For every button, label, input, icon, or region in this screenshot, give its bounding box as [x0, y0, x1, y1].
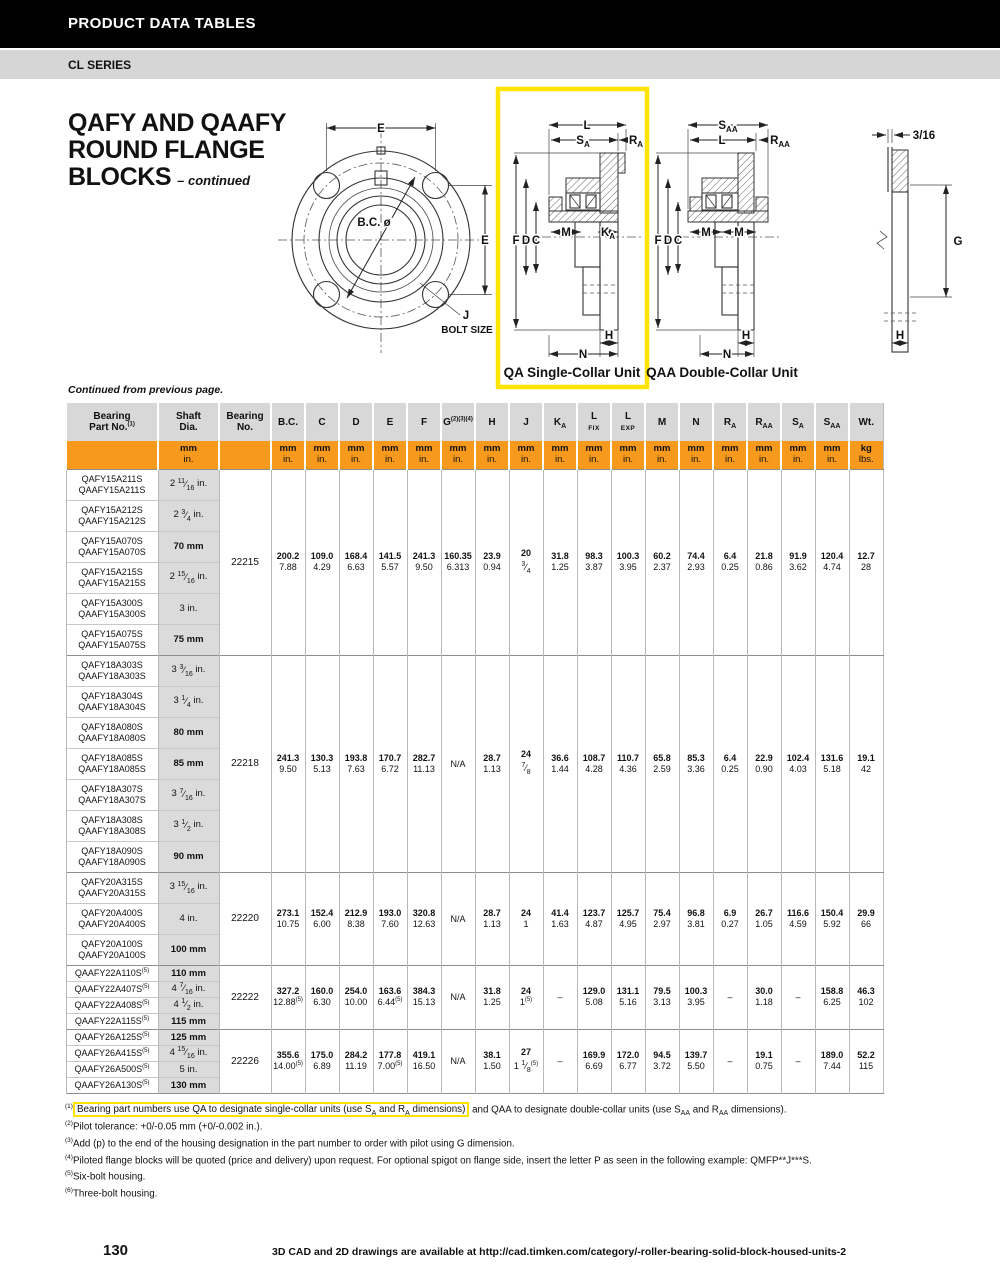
shaft-dia-cell: 2 $^{15}⁄_{16}$ in.	[158, 562, 219, 593]
dimension-cell: N/A	[441, 1029, 475, 1093]
dimension-cell: 60.2 2.37	[645, 469, 679, 655]
dimension-cell: 94.5 3.72	[645, 1029, 679, 1093]
series-label: CL SERIES	[68, 58, 132, 72]
units-cell: mm in.	[509, 441, 543, 469]
column-header: C	[305, 403, 339, 441]
dimension-cell: 355.6 14.00$^{(5)}$	[271, 1029, 305, 1093]
footnote-line: $^{(1)}$ Bearing part numbers use QA to designate single-collar units (use $S_A$ and $R_A$ dimensions) and QAA to designate double-collar units (use $S_{AA}$ and $R_{AA}$ dimensions).	[65, 1103, 787, 1118]
table-row	[66, 1029, 883, 1045]
dimension-cell: 30.0 1.18	[747, 965, 781, 1029]
dimension-cell: 141.5 5.57	[373, 469, 407, 655]
units-cell: mm in.	[339, 441, 373, 469]
column-header: B.C.	[271, 403, 305, 441]
units-row	[66, 441, 883, 469]
shaft-dia-cell: 70 mm	[158, 531, 219, 562]
footnote-highlight: Bearing part numbers use QA to designate single-collar units (use $S_A$ and $R_A$ dimensions)	[73, 1102, 469, 1117]
shaft-dia-cell: 130 mm	[158, 1077, 219, 1093]
part-no-cell: QAFY20A100S QAAFY20A100S	[66, 934, 158, 965]
units-cell	[66, 441, 158, 469]
dimension-cell: 150.4 5.92	[815, 872, 849, 965]
dimension-cell: 27 1 $^1⁄_8^{(5)}$	[509, 1029, 543, 1093]
shaft-dia-cell: 5 in.	[158, 1061, 219, 1077]
column-header: $S_A$	[781, 403, 815, 441]
dimension-cell: 24 $^7⁄_8$	[509, 655, 543, 872]
column-header: $S_{AA}$	[815, 403, 849, 441]
shaft-dia-cell: 4 $^1⁄_2$ in.	[158, 997, 219, 1013]
dimension-cell: 160.0 6.30	[305, 965, 339, 1029]
title-continued: – continued	[177, 173, 251, 188]
footnotes	[65, 1100, 950, 1201]
dimension-cell: 41.4 1.63	[543, 872, 577, 965]
part-no-cell: QAFY15A070S QAAFY15A070S	[66, 531, 158, 562]
dimension-cell: 100.3 3.95	[679, 965, 713, 1029]
column-header: E	[373, 403, 407, 441]
dim-label-raa: $R_{AA}$	[770, 135, 790, 149]
dimension-cell: 241.3 9.50	[271, 655, 305, 872]
footnote-line: $^{(2)}$Pilot tolerance: +0/-0.05 mm (+0/-0.002 in.).	[65, 1120, 263, 1133]
units-cell: mm in.	[305, 441, 339, 469]
shaft-dia-cell: 2 $^3⁄_4$ in.	[158, 500, 219, 531]
units-cell: mm in.	[747, 441, 781, 469]
column-header: $K_A$	[543, 403, 577, 441]
dimension-cell: 193.0 7.60	[373, 872, 407, 965]
series-bar	[0, 50, 1000, 79]
part-no-cell: QAAFY26A130S$^{(5)}$	[66, 1077, 158, 1093]
dimension-cell: 158.8 6.25	[815, 965, 849, 1029]
dimension-cell: 26.7 1.05	[747, 872, 781, 965]
column-header: F	[407, 403, 441, 441]
title-line-1: QAFY AND QAAFY	[68, 109, 287, 137]
part-no-cell: QAAFY26A500S$^{(5)}$	[66, 1061, 158, 1077]
dim-label-ka: $K_A$	[600, 227, 616, 241]
dimension-cell: –	[713, 1029, 747, 1093]
dim-label-n: N	[578, 349, 588, 361]
table-row	[66, 469, 883, 500]
column-header: H	[475, 403, 509, 441]
part-no-cell: QAFY18A308S QAAFY18A308S	[66, 810, 158, 841]
dimension-cell: 241.3 9.50	[407, 469, 441, 655]
qa-caption: QA Single-Collar Unit	[503, 365, 641, 380]
dimension-cell: 31.8 1.25	[475, 965, 509, 1029]
shaft-dia-cell: 125 mm	[158, 1029, 219, 1045]
product-data-table-wrap	[65, 403, 884, 1094]
part-no-cell: QAFY20A315S QAAFY20A315S	[66, 872, 158, 903]
column-header: J	[509, 403, 543, 441]
dimension-cell: 65.8 2.59	[645, 655, 679, 872]
dim-label-f: F	[512, 235, 520, 247]
units-cell: mm in.	[271, 441, 305, 469]
dimension-cell: 110.7 4.36	[611, 655, 645, 872]
shaft-dia-cell: 4 $^7⁄_{16}$ in.	[158, 981, 219, 997]
units-cell: mm in.	[679, 441, 713, 469]
dim-label-bc: B.C. ø	[357, 217, 391, 229]
dimension-cell: 22.9 0.90	[747, 655, 781, 872]
table-row	[66, 655, 883, 686]
technical-drawings	[270, 85, 990, 395]
part-no-cell: QAFY18A085S QAAFY18A085S	[66, 748, 158, 779]
dimension-cell: 189.0 7.44	[815, 1029, 849, 1093]
part-no-cell: QAFY15A215S QAAFY15A215S	[66, 562, 158, 593]
dimension-cell: 20 $^3⁄_4$	[509, 469, 543, 655]
part-no-cell: QAAFY22A115S$^{(5)}$	[66, 1013, 158, 1029]
dimension-cell: 172.0 6.77	[611, 1029, 645, 1093]
part-no-cell: QAFY15A075S QAAFY15A075S	[66, 624, 158, 655]
dimension-cell: 109.0 4.29	[305, 469, 339, 655]
shaft-dia-cell: 3 $^1⁄_4$ in.	[158, 686, 219, 717]
shaft-dia-cell: 100 mm	[158, 934, 219, 965]
shaft-dia-cell: 2 $^{11}⁄_{16}$ in.	[158, 469, 219, 500]
dimension-cell: 91.9 3.62	[781, 469, 815, 655]
dimension-cell: 108.7 4.28	[577, 655, 611, 872]
dimension-cell: 29.9 66	[849, 872, 883, 965]
dimension-cell: 200.2 7.88	[271, 469, 305, 655]
dimension-cell: 169.9 6.69	[577, 1029, 611, 1093]
dimension-cell: 74.4 2.93	[679, 469, 713, 655]
column-header: D	[339, 403, 373, 441]
dim-label-h: H	[604, 330, 614, 342]
column-header: L EXP	[611, 403, 645, 441]
dimension-cell: N/A	[441, 872, 475, 965]
front-view-diagram	[278, 123, 493, 353]
column-header: $R_{AA}$	[747, 403, 781, 441]
dimension-cell: 131.6 5.18	[815, 655, 849, 872]
column-header: M	[645, 403, 679, 441]
bearing-no-cell: 22220	[219, 872, 271, 965]
bearing-no-cell: 22218	[219, 655, 271, 872]
footnote-line: $^{(5)}$Six-bolt housing.	[65, 1170, 146, 1183]
dimension-cell: 419.1 16.50	[407, 1029, 441, 1093]
bolt-size-label: BOLT SIZE	[441, 325, 493, 336]
dim-label-j: J	[462, 310, 470, 322]
dimension-cell: 282.7 11.13	[407, 655, 441, 872]
part-no-cell: QAAFY26A415S$^{(5)}$	[66, 1045, 158, 1061]
dim-label-h2: H	[741, 330, 751, 342]
column-header: L FIX	[577, 403, 611, 441]
footnote-line: $^{(6)}$Three-bolt housing.	[65, 1186, 158, 1200]
shaft-dia-cell: 3 $^1⁄_2$ in.	[158, 810, 219, 841]
table-body	[66, 469, 883, 1093]
column-header: $R_A$	[713, 403, 747, 441]
dimension-cell: 123.7 4.87	[577, 872, 611, 965]
qaa-double-collar-diagram	[646, 120, 798, 380]
dimension-cell: 96.8 3.81	[679, 872, 713, 965]
units-cell: mm in.	[543, 441, 577, 469]
qa-single-collar-diagram	[498, 89, 647, 387]
dimension-cell: 139.7 5.50	[679, 1029, 713, 1093]
shaft-dia-cell: 4 $^{15}⁄_{16}$ in.	[158, 1045, 219, 1061]
dim-label-h3: H	[895, 330, 905, 342]
dim-label-d: D	[521, 235, 531, 247]
shaft-dia-cell: 110 mm	[158, 965, 219, 981]
dimension-cell: 177.8 7.00$^{(5)}$	[373, 1029, 407, 1093]
footnote-line: $^{(3)}$Add (p) to the end of the housing designation in the part number to order with pilot using G dimension.	[65, 1136, 515, 1150]
dim-label-d2: D	[663, 235, 673, 247]
shaft-dia-cell: 90 mm	[158, 841, 219, 872]
dim-label-m2: M	[734, 227, 744, 239]
dimension-cell: 38.1 1.50	[475, 1029, 509, 1093]
dimension-cell: 75.4 2.97	[645, 872, 679, 965]
dimension-cell: 36.6 1.44	[543, 655, 577, 872]
dimension-cell: 284.2 11.19	[339, 1029, 373, 1093]
dim-label-l2: L	[718, 135, 726, 147]
column-header: N	[679, 403, 713, 441]
dimension-cell: 320.8 12.63	[407, 872, 441, 965]
dimension-cell: 98.3 3.87	[577, 469, 611, 655]
part-no-cell: QAFY15A300S QAAFY15A300S	[66, 593, 158, 624]
units-cell: mm in.	[475, 441, 509, 469]
dimension-cell: 131.1 5.16	[611, 965, 645, 1029]
dimension-cell: 160.35 6.313	[441, 469, 475, 655]
dimension-cell: –	[713, 965, 747, 1029]
shaft-dia-cell: 3 in.	[158, 593, 219, 624]
part-no-cell: QAAFY22A110S$^{(5)}$	[66, 965, 158, 981]
dim-label-l: L	[583, 120, 591, 132]
dimension-cell: 254.0 10.00	[339, 965, 373, 1029]
dimension-cell: 212.9 8.38	[339, 872, 373, 965]
bearing-no-cell: 22222	[219, 965, 271, 1029]
qaa-caption: QAA Double-Collar Unit	[646, 365, 798, 380]
dimension-cell: 273.1 10.75	[271, 872, 305, 965]
dimension-cell: 52.2 115	[849, 1029, 883, 1093]
part-no-cell: QAAFY22A408S$^{(5)}$	[66, 997, 158, 1013]
units-cell: mm in.	[645, 441, 679, 469]
shaft-dia-cell: 75 mm	[158, 624, 219, 655]
dimension-cell: 21.8 0.86	[747, 469, 781, 655]
units-cell: mm in.	[373, 441, 407, 469]
dimension-cell: 46.3 102	[849, 965, 883, 1029]
part-no-cell: QAAFY22A407S$^{(5)}$	[66, 981, 158, 997]
dimension-cell: 102.4 4.03	[781, 655, 815, 872]
shaft-dia-cell: 3 $^{15}⁄_{16}$ in.	[158, 872, 219, 903]
dimension-cell: 28.7 1.13	[475, 655, 509, 872]
shaft-dia-cell: 80 mm	[158, 717, 219, 748]
page-header-bar	[0, 0, 1000, 48]
dimension-cell: 116.6 4.59	[781, 872, 815, 965]
units-cell: mm in.	[713, 441, 747, 469]
dimension-cell: –	[781, 1029, 815, 1093]
dimension-cell: 193.8 7.63	[339, 655, 373, 872]
units-cell: kg lbs.	[849, 441, 883, 469]
dimension-cell: 327.2 12.88$^{(5)}$	[271, 965, 305, 1029]
page-number: 130	[103, 1242, 129, 1259]
units-cell: mm in.	[577, 441, 611, 469]
dimension-cell: –	[543, 1029, 577, 1093]
dimension-cell: 100.3 3.95	[611, 469, 645, 655]
dimension-cell: 85.3 3.36	[679, 655, 713, 872]
dim-label-n2: N	[722, 349, 732, 361]
part-no-cell: QAFY18A307S QAAFY18A307S	[66, 779, 158, 810]
dimension-cell: –	[543, 965, 577, 1029]
dimension-cell: 384.3 15.13	[407, 965, 441, 1029]
bearing-no-cell: 22215	[219, 469, 271, 655]
product-data-table	[65, 403, 884, 1094]
dim-label-c: C	[531, 235, 541, 247]
dimension-cell: 129.0 5.08	[577, 965, 611, 1029]
part-no-cell: QAFY18A304S QAAFY18A304S	[66, 686, 158, 717]
dimension-cell: 12.7 28	[849, 469, 883, 655]
dim-label-sa: $S_A$	[576, 135, 590, 149]
column-header: Bearing No.	[219, 403, 271, 441]
dim-label-gap: 3/16	[912, 130, 936, 142]
units-cell: mm in.	[611, 441, 645, 469]
side-view-diagram	[872, 129, 963, 352]
dimension-cell: 23.9 0.94	[475, 469, 509, 655]
dimension-cell: 24 1	[509, 872, 543, 965]
dim-label-e-side: E	[481, 235, 489, 247]
dimension-cell: 163.6 6.44$^{(5)}$	[373, 965, 407, 1029]
dimension-cell: 152.4 6.00	[305, 872, 339, 965]
dim-label-f2: F	[654, 235, 662, 247]
dimension-cell: 130.3 5.13	[305, 655, 339, 872]
qa-highlight-box	[498, 89, 647, 387]
dimension-cell: 19.1 42	[849, 655, 883, 872]
dim-label-ra: $R_A$	[628, 135, 644, 149]
shaft-dia-cell: 3 $^3⁄_{16}$ in.	[158, 655, 219, 686]
dimension-cell: 6.4 0.25	[713, 655, 747, 872]
dimension-cell: –	[781, 965, 815, 1029]
footer-cad-note: 3D CAD and 2D drawings are available at http://cad.timken.com/category/-roller-bearing-solid-block-housed-units-2	[272, 1246, 847, 1258]
dimension-cell: 28.7 1.13	[475, 872, 509, 965]
dim-label-m: M	[561, 227, 571, 239]
page-header-title: PRODUCT DATA TABLES	[68, 15, 256, 32]
shaft-dia-cell: 115 mm	[158, 1013, 219, 1029]
units-cell	[219, 441, 271, 469]
dim-label-c2: C	[673, 235, 683, 247]
units-cell: mm in.	[781, 441, 815, 469]
dim-label-m1: M	[701, 227, 711, 239]
shaft-dia-cell: 4 in.	[158, 903, 219, 934]
table-row	[66, 872, 883, 903]
dimension-cell: 120.4 4.74	[815, 469, 849, 655]
shaft-dia-cell: 3 $^7⁄_{16}$ in.	[158, 779, 219, 810]
footnote-line: $^{(4)}$Piloted flange blocks will be quoted (price and delivery) upon request. For optional spigot on flange side, insert the letter P as seen in the following example: QMFP**J***S.	[65, 1153, 812, 1166]
column-header: Bearing Part No.$^{(1)}$	[66, 403, 158, 441]
units-cell: mm in.	[441, 441, 475, 469]
dimension-cell: 125.7 4.95	[611, 872, 645, 965]
dimension-cell: 170.7 6.72	[373, 655, 407, 872]
column-header: Wt.	[849, 403, 883, 441]
table-row	[66, 965, 883, 981]
title-line-3: BLOCKS – continued	[68, 163, 251, 191]
part-no-cell: QAFY15A211S QAAFY15A211S	[66, 469, 158, 500]
continued-note: Continued from previous page.	[68, 384, 224, 396]
part-no-cell: QAFY15A212S QAAFY15A212S	[66, 500, 158, 531]
dimension-cell: 24 1$^{(5)}$	[509, 965, 543, 1029]
dimension-cell: 79.5 3.13	[645, 965, 679, 1029]
dimension-cell: 6.9 0.27	[713, 872, 747, 965]
column-header: G$^{(2)(3)(4)}$	[441, 403, 475, 441]
dimension-cell: 168.4 6.63	[339, 469, 373, 655]
dimension-cell: N/A	[441, 655, 475, 872]
shaft-dia-cell: 85 mm	[158, 748, 219, 779]
units-cell: mm in.	[407, 441, 441, 469]
header-row	[66, 403, 883, 441]
dimension-cell: 175.0 6.89	[305, 1029, 339, 1093]
part-no-cell: QAFY18A090S QAAFY18A090S	[66, 841, 158, 872]
title-line-2: ROUND FLANGE	[68, 136, 265, 164]
dimension-cell: 31.8 1.25	[543, 469, 577, 655]
dim-label-saa: $S_{AA}$	[718, 120, 738, 134]
dim-label-e-top: E	[377, 123, 385, 135]
part-no-cell: QAFY20A400S QAAFY20A400S	[66, 903, 158, 934]
part-no-cell: QAFY18A303S QAAFY18A303S	[66, 655, 158, 686]
dimension-cell: 19.1 0.75	[747, 1029, 781, 1093]
dim-label-g: G	[953, 236, 963, 248]
dimension-cell: 6.4 0.25	[713, 469, 747, 655]
part-no-cell: QAFY18A080S QAAFY18A080S	[66, 717, 158, 748]
bearing-no-cell: 22226	[219, 1029, 271, 1093]
units-cell: mm in.	[815, 441, 849, 469]
column-header: Shaft Dia.	[158, 403, 219, 441]
page-title	[68, 110, 286, 194]
units-cell: mm in.	[158, 441, 219, 469]
part-no-cell: QAAFY26A125S$^{(5)}$	[66, 1029, 158, 1045]
dimension-cell: N/A	[441, 965, 475, 1029]
table-head	[66, 403, 883, 469]
